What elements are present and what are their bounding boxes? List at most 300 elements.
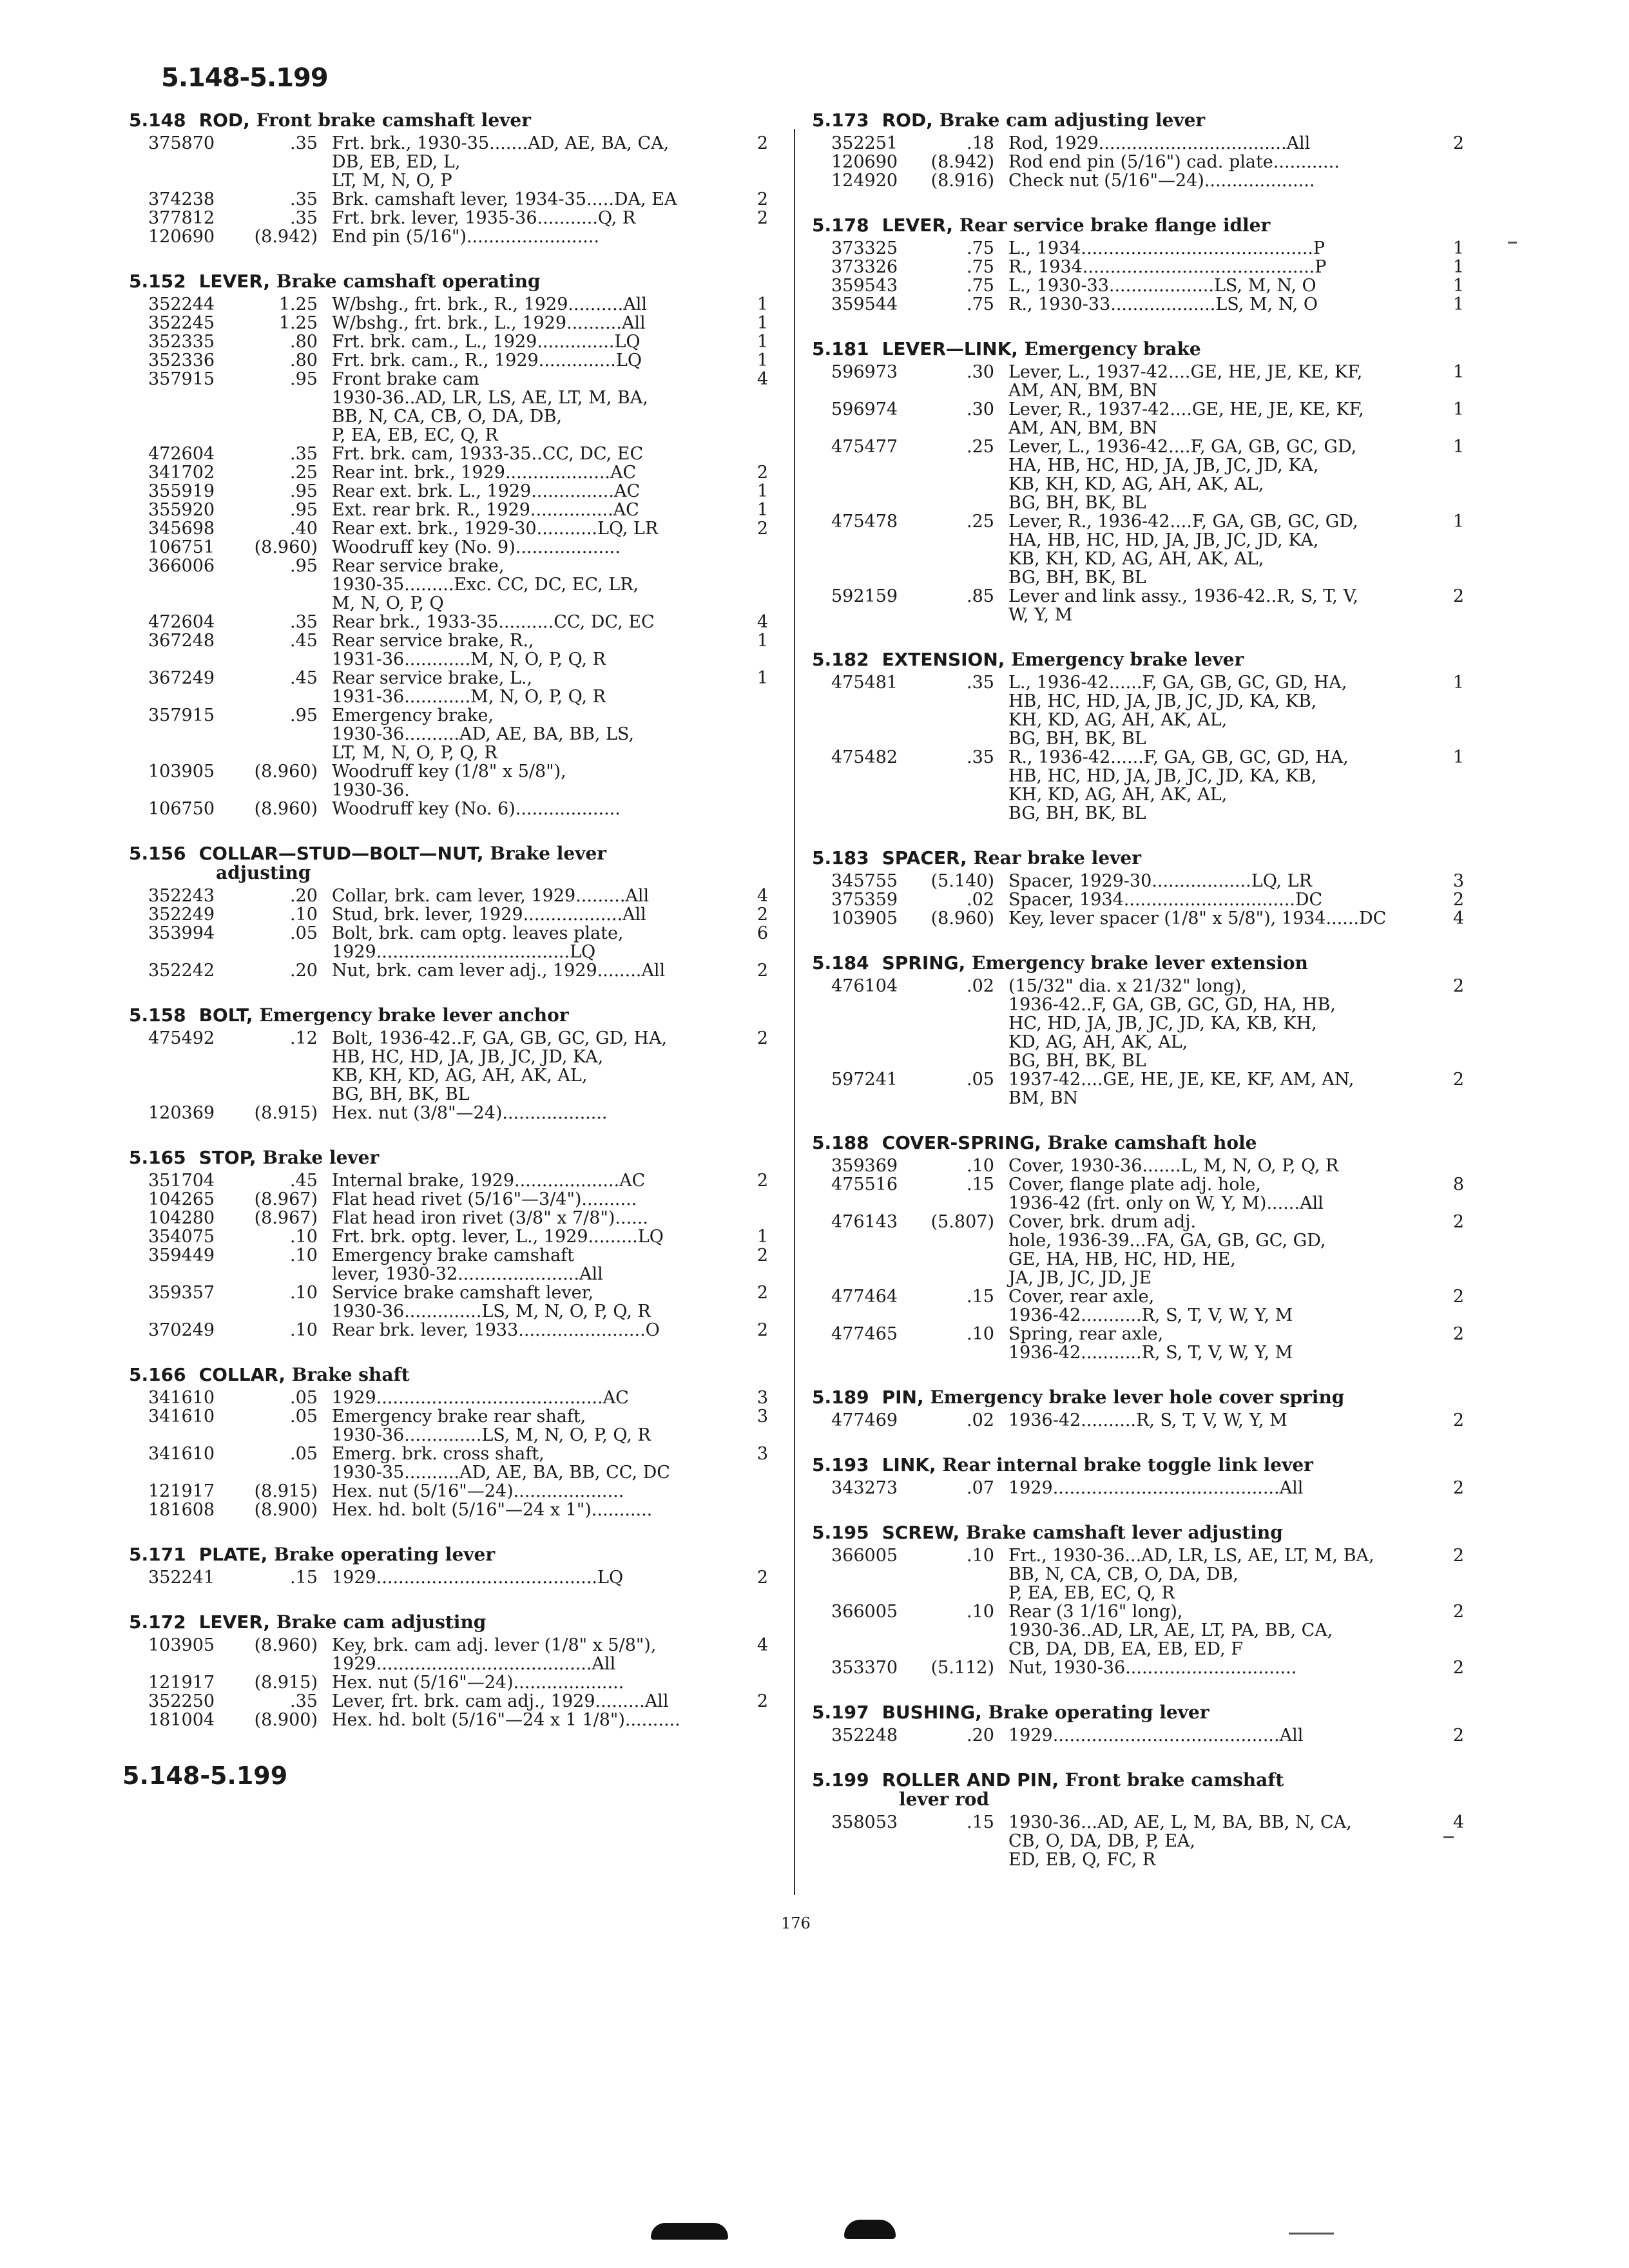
part-number: 475516 (831, 1175, 898, 1195)
part-description: Bolt, brk. cam optg. leaves plate, 1929...................................LQ (332, 923, 624, 962)
part-row (812, 748, 1469, 823)
part-row (129, 1389, 773, 1407)
part-row (129, 1104, 773, 1122)
part-row (129, 1673, 773, 1692)
part-row (129, 557, 773, 613)
part-description: 1929.........................................AC (332, 1388, 629, 1408)
section-name: LEVER, (882, 215, 954, 236)
part-row (812, 1070, 1469, 1108)
price: .18 (967, 133, 994, 153)
section-heading (812, 1771, 1469, 1809)
part-description: Cover, flange plate adj. hole, 1936-42 (frt. only on W, Y, M)......All (1008, 1175, 1324, 1213)
price: .05 (290, 1388, 318, 1408)
part-number: 375359 (831, 890, 898, 910)
part-description: Spacer, 1929-30..................LQ, LR (1008, 871, 1312, 891)
section-number: 5.193 (812, 1454, 869, 1475)
quantity: 2 (757, 1283, 768, 1303)
price: .35 (290, 444, 318, 464)
section-number: 5.173 (812, 110, 869, 131)
catalog-section (812, 1703, 1469, 1745)
part-description: Rod end pin (5/16") cad. plate............ (1008, 152, 1340, 172)
part-row (129, 1321, 773, 1340)
part-description: Lever, R., 1936-42....F, GA, GB, GC, GD, HA, HB, HC, HD, JA, JB, JC, JD, KA, KB, KH, KD, AG, AH, AK, AL, BG, BH, BK, BL (1008, 512, 1358, 588)
part-row (129, 1029, 773, 1104)
price: .05 (290, 1444, 318, 1464)
section-number: 5.184 (812, 952, 869, 974)
part-number: 477469 (831, 1410, 898, 1430)
part-number: 477465 (831, 1324, 898, 1344)
part-number: 103905 (148, 762, 215, 782)
price: .10 (967, 1156, 994, 1176)
section-heading (812, 340, 1469, 359)
quantity: 1 (1452, 276, 1464, 296)
section-number: 5.199 (812, 1769, 869, 1791)
part-number: 345755 (831, 871, 898, 891)
quantity: 3 (757, 1407, 768, 1427)
quantity: 2 (1452, 133, 1464, 153)
part-row (812, 1157, 1469, 1175)
catalog-section (129, 1365, 773, 1519)
part-row (129, 1190, 773, 1209)
quantity: 2 (1452, 1070, 1464, 1090)
price: 1.25 (278, 313, 318, 333)
part-number: 355920 (148, 500, 215, 520)
section-heading (129, 1365, 773, 1385)
part-description: Rear service brake, R., 1931-36............M, N, O, P, Q, R (332, 631, 606, 669)
part-number: 366006 (148, 556, 215, 576)
part-row (812, 171, 1469, 190)
section-description: Front brake camshaft (1065, 1769, 1284, 1791)
part-row (129, 613, 773, 631)
quantity: 3 (757, 1444, 768, 1464)
part-row (129, 501, 773, 519)
price: .15 (967, 1175, 994, 1195)
price: .10 (290, 1283, 318, 1303)
quantity: 2 (757, 1245, 768, 1265)
part-description: Check nut (5/16"—24).................... (1008, 171, 1315, 191)
part-description: Nut, 1930-36............................... (1008, 1658, 1297, 1678)
price: .95 (290, 481, 318, 501)
part-description: Lever and link assy., 1936-42..R, S, T, V, W, Y, M (1008, 586, 1358, 625)
scan-mark (1508, 242, 1517, 244)
part-row (129, 482, 773, 501)
quantity: 2 (757, 1691, 768, 1711)
section-number: 5.189 (812, 1387, 869, 1408)
catalog-section (812, 216, 1469, 314)
part-number: 352241 (148, 1568, 215, 1588)
part-row (129, 190, 773, 209)
catalog-section (812, 849, 1469, 928)
section-number: 5.197 (812, 1702, 869, 1723)
part-description: Lever, L., 1936-42....F, GA, GB, GC, GD, HA, HB, HC, HD, JA, JB, JC, JD, KA, KB, KH, KD, AG, AH, AK, AL, BG, BH, BK, BL (1008, 437, 1357, 513)
price: .45 (290, 631, 318, 651)
price: .10 (290, 1320, 318, 1340)
part-row (129, 1445, 773, 1482)
part-number: 358053 (831, 1812, 898, 1832)
catalog-section (129, 1613, 773, 1729)
price: .12 (290, 1028, 318, 1048)
price: .10 (967, 1602, 994, 1622)
section-description: Brake operating lever (988, 1702, 1210, 1723)
part-number: 124920 (831, 171, 898, 191)
part-description: Lever, R., 1937-42....GE, HE, JE, KE, KF, AM, AN, BM, BN (1008, 399, 1364, 438)
part-row (812, 400, 1469, 437)
part-description: 1937-42....GE, HE, JE, KE, KF, AM, AN, BM, BN (1008, 1070, 1354, 1108)
section-description: Brake lever (262, 1147, 380, 1168)
section-number: 5.152 (129, 271, 186, 292)
section-description: Brake lever (490, 843, 607, 864)
price: .75 (967, 294, 994, 314)
section-number: 5.148 (129, 110, 186, 131)
section-description: Brake camshaft lever adjusting (965, 1522, 1283, 1543)
part-row (812, 134, 1469, 153)
part-row (812, 512, 1469, 587)
part-number: 475478 (831, 512, 898, 532)
price: .35 (290, 612, 318, 632)
part-number: 366005 (831, 1546, 898, 1566)
part-description: Key, brk. cam adj. lever (1/8" x 5/8"), 1929.......................................All (332, 1635, 657, 1674)
section-name: BOLT, (198, 1004, 253, 1026)
quantity: 2 (757, 1171, 768, 1191)
quantity: 2 (1452, 1658, 1464, 1678)
part-row (812, 1287, 1469, 1325)
part-description: Cover, brk. drum adj. hole, 1936-39...FA, GA, GB, GC, GD, GE, HA, HB, HC, HD, HE, JA, JB, JC, JD, JE (1008, 1212, 1326, 1288)
part-number: 596973 (831, 362, 898, 382)
part-description: Rear service brake, 1930-35.........Exc. CC, DC, EC, LR, M, N, O, P, Q (332, 556, 639, 613)
part-number: 181608 (148, 1500, 215, 1520)
price: .45 (290, 668, 318, 688)
quantity: 2 (1452, 1324, 1464, 1344)
part-number: 352336 (148, 351, 215, 370)
part-row (129, 295, 773, 314)
section-description: Emergency brake lever extension (972, 952, 1308, 974)
catalog-section (812, 1133, 1469, 1362)
part-description: 1929.........................................All (1008, 1725, 1304, 1745)
page-footer-range: 5.148-5.199 (122, 1762, 288, 1790)
part-description: Frt. brk., 1930-35.......AD, AE, BA, CA, DB, EB, ED, L, LT, M, N, O, P (332, 133, 670, 191)
price: .07 (967, 1478, 994, 1498)
part-description: R., 1930-33...................LS, M, N, O (1008, 294, 1318, 314)
part-description: Rear ext. brk. L., 1929...............AC (332, 481, 641, 501)
part-number: 477464 (831, 1287, 898, 1307)
price: .02 (967, 890, 994, 910)
section-description-continued: adjusting (216, 862, 311, 883)
section-heading (129, 272, 773, 291)
section-name: PIN, (882, 1387, 924, 1408)
part-description: Spacer, 1934...............................DC (1008, 890, 1323, 910)
section-name: SPRING, (882, 952, 966, 974)
page-header-range: 5.148-5.199 (161, 63, 328, 93)
catalog-section (129, 844, 773, 980)
price: (8.915) (254, 1103, 318, 1123)
section-heading (812, 1388, 1469, 1407)
quantity: 4 (757, 886, 768, 906)
part-number: 357915 (148, 706, 215, 726)
part-description: 1929.........................................All (1008, 1478, 1304, 1498)
part-row (129, 961, 773, 980)
part-number: 120690 (148, 227, 215, 247)
part-number: 121917 (148, 1481, 215, 1501)
part-row (129, 519, 773, 538)
section-description: Brake operating lever (274, 1544, 496, 1565)
section-number: 5.156 (129, 843, 186, 864)
section-name: ROD, (882, 110, 933, 131)
part-description: Emergency brake rear shaft, 1930-36..............LS, M, N, O, P, Q, R (332, 1407, 651, 1445)
quantity: 1 (757, 668, 768, 688)
part-number: 352335 (148, 332, 215, 352)
part-row (129, 134, 773, 190)
section-number: 5.158 (129, 1004, 186, 1026)
price: .20 (290, 961, 318, 981)
part-number: 104280 (148, 1208, 215, 1228)
part-number: 352245 (148, 313, 215, 333)
section-number: 5.166 (129, 1364, 186, 1385)
price: .25 (967, 512, 994, 532)
part-number: 476104 (831, 976, 898, 996)
part-description: Hex. nut (5/16"—24).................... (332, 1481, 624, 1501)
section-number: 5.181 (812, 338, 869, 360)
price: .35 (290, 208, 318, 228)
part-description: Emergency brake camshaft lever, 1930-32......................All (332, 1245, 603, 1284)
section-heading (129, 1148, 773, 1168)
section-description: Brake cam adjusting lever (939, 110, 1206, 131)
price: .75 (967, 276, 994, 296)
part-row (812, 1411, 1469, 1430)
price: .75 (967, 257, 994, 277)
part-number: 374238 (148, 189, 215, 209)
price: (5.140) (930, 871, 994, 891)
part-number: 475477 (831, 437, 898, 457)
part-description: Cover, rear axle, 1936-42...........R, S, T, V, W, Y, M (1008, 1287, 1293, 1325)
part-description: 1930-36...AD, AE, L, M, BA, BB, N, CA, CB, O, DA, DB, P, EA, ED, EB, Q, FC, R (1008, 1812, 1352, 1870)
part-description: Frt., 1930-36...AD, LR, LS, AE, LT, M, BA, BB, N, CA, CB, O, DA, DB, P, EA, EB, EC, Q, R (1008, 1546, 1374, 1603)
price: (8.967) (254, 1208, 318, 1228)
part-row (812, 1546, 1469, 1602)
part-number: 120369 (148, 1103, 215, 1123)
part-number: 596974 (831, 399, 898, 419)
quantity: 2 (1452, 1602, 1464, 1622)
part-row (812, 1658, 1469, 1677)
part-row (812, 1602, 1469, 1658)
section-name: COVER-SPRING, (882, 1132, 1041, 1153)
price: (8.900) (254, 1500, 318, 1520)
quantity: 2 (757, 1028, 768, 1048)
part-number: 341610 (148, 1388, 215, 1408)
section-name: BUSHING, (882, 1702, 982, 1723)
part-description: Rear ext. brk., 1929-30...........LQ, LR (332, 519, 659, 539)
quantity: 4 (757, 369, 768, 389)
part-description: Rod, 1929..................................All (1008, 133, 1311, 153)
quantity: 1 (757, 631, 768, 651)
quantity: 3 (757, 1388, 768, 1408)
scan-smudge (651, 2223, 728, 2240)
catalog-section (129, 1148, 773, 1340)
quantity: 2 (1452, 1287, 1464, 1307)
price: (8.900) (254, 1710, 318, 1730)
part-number: 353994 (148, 923, 215, 943)
page-number: 176 (781, 1914, 811, 1932)
section-heading (129, 1613, 773, 1632)
part-row (129, 887, 773, 905)
price: .75 (967, 238, 994, 258)
catalog-section (812, 1771, 1469, 1869)
part-number: 359543 (831, 276, 898, 296)
price: .95 (290, 500, 318, 520)
section-heading (812, 954, 1469, 973)
part-number: 352251 (831, 133, 898, 153)
quantity: 2 (757, 519, 768, 539)
price: .05 (290, 1407, 318, 1427)
part-description: Rear brk., 1933-35..........CC, DC, EC (332, 612, 655, 632)
price: .15 (967, 1812, 994, 1832)
quantity: 4 (757, 612, 768, 632)
price: .10 (967, 1546, 994, 1566)
quantity: 2 (1452, 1546, 1464, 1566)
part-description: R., 1934..........................................P (1008, 257, 1327, 277)
part-description: Emergency brake, 1930-36..........AD, AE, BA, BB, LS, LT, M, N, O, P, Q, R (332, 706, 635, 763)
quantity: 1 (1452, 512, 1464, 532)
part-number: 373326 (831, 257, 898, 277)
section-name: SCREW, (882, 1522, 960, 1543)
section-number: 5.171 (129, 1544, 186, 1565)
price: .20 (290, 886, 318, 906)
part-row (129, 1711, 773, 1729)
part-number: 597241 (831, 1070, 898, 1090)
price: .05 (967, 1070, 994, 1090)
part-description: L., 1936-42......F, GA, GB, GC, GD, HA, HB, HC, HD, JA, JB, JC, JD, KA, KB, KH, KD, AG, AH, AK, AL, BG, BH, BK, BL (1008, 673, 1347, 749)
price: (8.960) (254, 537, 318, 557)
quantity: 1 (1452, 673, 1464, 693)
price: .30 (967, 362, 994, 382)
section-heading (129, 1006, 773, 1025)
section-name: PLATE, (198, 1544, 268, 1565)
part-number: 367248 (148, 631, 215, 651)
part-number: 341610 (148, 1444, 215, 1464)
price: .80 (290, 332, 318, 352)
part-description: L., 1930-33...................LS, M, N, O (1008, 276, 1316, 296)
section-heading (812, 216, 1469, 235)
part-row (129, 1209, 773, 1227)
price: .45 (290, 1171, 318, 1191)
part-number: 103905 (148, 1635, 215, 1655)
quantity: 1 (757, 313, 768, 333)
quantity: 2 (757, 961, 768, 981)
part-row (129, 1636, 773, 1673)
part-row (812, 673, 1469, 748)
section-name: STOP, (198, 1147, 256, 1168)
part-description: Hex. hd. bolt (5/16"—24 x 1")........... (332, 1500, 653, 1520)
section-heading (129, 111, 773, 130)
price: .95 (290, 556, 318, 576)
section-description: Rear service brake flange idler (959, 215, 1271, 236)
section-description: Front brake camshaft lever (256, 110, 531, 131)
price: .30 (967, 399, 994, 419)
quantity: 4 (1452, 908, 1464, 928)
part-description: Hex. nut (3/8"—24)................... (332, 1103, 608, 1123)
part-row (129, 445, 773, 463)
part-row (129, 924, 773, 961)
part-row (812, 890, 1469, 909)
part-description: Ext. rear brk. R., 1929...............AC (332, 500, 639, 520)
price: (8.960) (930, 908, 994, 928)
quantity: 3 (1452, 871, 1464, 891)
quantity: 2 (1452, 1212, 1464, 1232)
catalog-section (129, 1006, 773, 1122)
part-number: 352249 (148, 905, 215, 925)
part-number: 341610 (148, 1407, 215, 1427)
part-row (129, 800, 773, 818)
part-number: 367249 (148, 668, 215, 688)
part-row (812, 295, 1469, 314)
price: .40 (290, 519, 318, 539)
part-row (129, 314, 773, 332)
price: (5.112) (930, 1658, 994, 1678)
part-description: Woodruff key (1/8" x 5/8"), 1930-36. (332, 762, 566, 800)
part-number: 103905 (831, 908, 898, 928)
part-description: Lever, L., 1937-42....GE, HE, JE, KE, KF, AM, AN, BM, BN (1008, 362, 1363, 401)
quantity: 1 (757, 351, 768, 370)
price: (8.915) (254, 1673, 318, 1693)
quantity: 2 (1452, 976, 1464, 996)
part-number: 352248 (831, 1725, 898, 1745)
part-row (129, 1246, 773, 1283)
price: .10 (967, 1324, 994, 1344)
part-number: 472604 (148, 612, 215, 632)
quantity: 2 (757, 1320, 768, 1340)
part-description: Frt. brk. cam, 1933-35..CC, DC, EC (332, 444, 644, 464)
section-description-continued: lever rod (899, 1789, 990, 1810)
price: .35 (290, 1691, 318, 1711)
section-description: Emergency brake lever (1011, 649, 1244, 670)
quantity: 2 (757, 463, 768, 483)
price: (8.960) (254, 799, 318, 819)
part-number: 366005 (831, 1602, 898, 1622)
quantity: 1 (1452, 437, 1464, 457)
part-description: R., 1936-42......F, GA, GB, GC, GD, HA, HB, HC, HD, JA, JB, JC, JD, KA, KB, KH, KD, AG, AH, AK, AL, BG, BH, BK, BL (1008, 747, 1349, 823)
part-description: Spring, rear axle, 1936-42...........R, S, T, V, W, Y, M (1008, 1324, 1293, 1363)
left-column (129, 111, 773, 1755)
catalog-section (812, 1523, 1469, 1677)
part-number: 476143 (831, 1212, 898, 1232)
part-description: Emerg. brk. cross shaft, 1930-35..........AD, AE, BA, BB, CC, DC (332, 1444, 670, 1483)
section-description: Rear internal brake toggle link lever (942, 1454, 1313, 1475)
price: .15 (967, 1287, 994, 1307)
section-name: COLLAR, (198, 1364, 285, 1385)
section-name: LEVER, (198, 271, 271, 292)
part-number: 377812 (148, 208, 215, 228)
catalog-section (812, 954, 1469, 1108)
part-number: 121917 (148, 1673, 215, 1693)
quantity: 1 (757, 294, 768, 314)
part-row (129, 1692, 773, 1711)
part-number: 472604 (148, 444, 215, 464)
price: .10 (290, 1227, 318, 1247)
part-description: Brk. camshaft lever, 1934-35.....DA, EA (332, 189, 677, 209)
part-description: 1936-42..........R, S, T, V, W, Y, M (1008, 1410, 1287, 1430)
catalog-section (129, 1545, 773, 1587)
part-description: (15/32" dia. x 21/32" long), 1936-42..F, GA, GB, GC, GD, HA, HB, HC, HD, JA, JB, JC, JD, KA, KB, KH, KD, AG, AH, AK, AL, BG, BH, BK, BL (1008, 976, 1336, 1071)
part-row (129, 463, 773, 482)
quantity: 1 (1452, 257, 1464, 277)
quantity: 2 (1452, 1478, 1464, 1498)
section-heading (812, 1456, 1469, 1475)
section-number: 5.188 (812, 1132, 869, 1153)
section-heading (812, 1133, 1469, 1153)
part-number: 341702 (148, 463, 215, 483)
part-row (129, 227, 773, 246)
part-number: 106750 (148, 799, 215, 819)
part-row (812, 1813, 1469, 1869)
